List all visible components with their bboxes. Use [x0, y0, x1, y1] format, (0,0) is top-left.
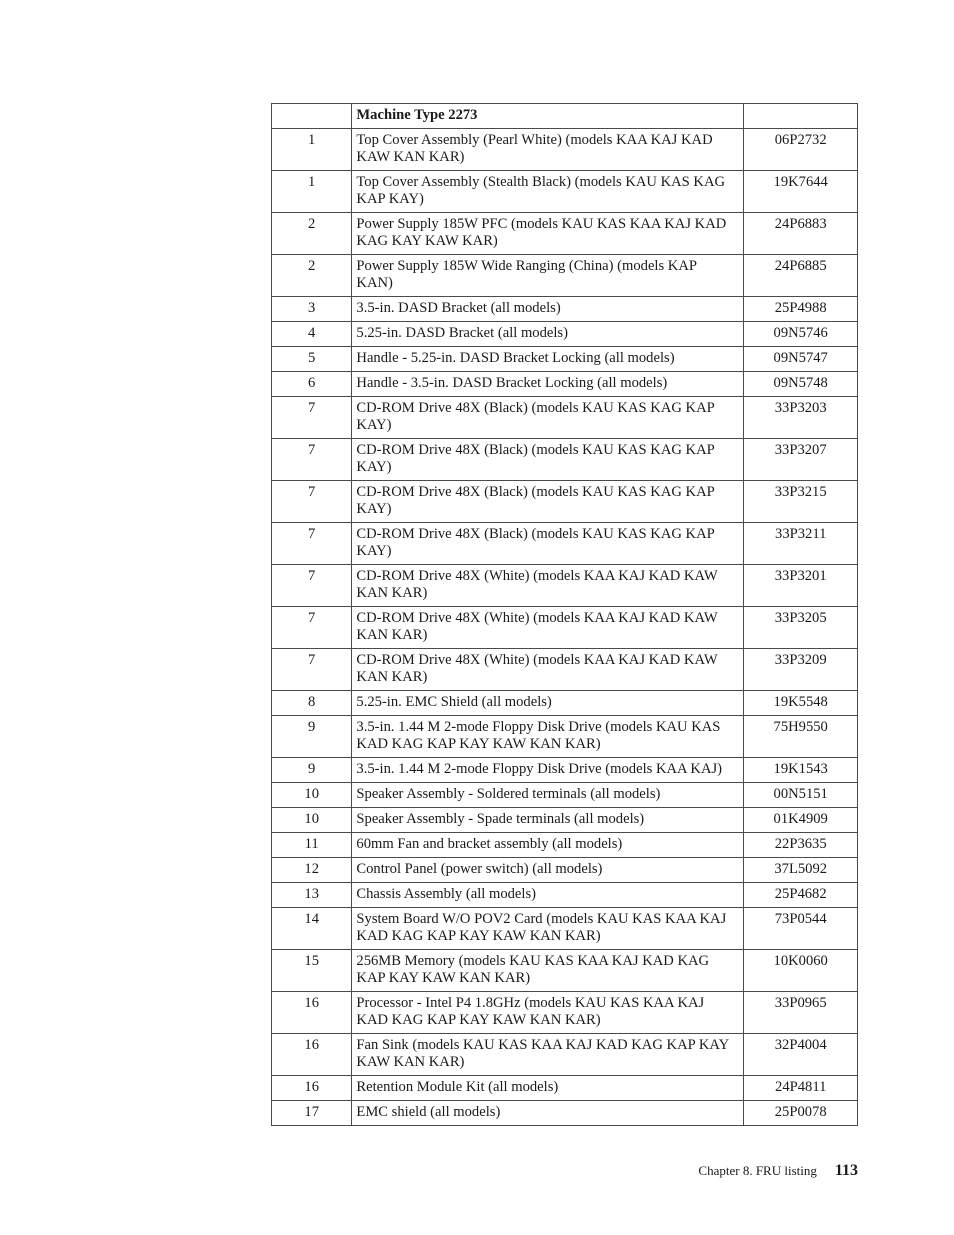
fru-table [271, 103, 858, 1126]
row-fru-number: 09N5746 [744, 322, 858, 347]
row-fru-number: 73P0544 [744, 908, 858, 950]
chapter-title: Chapter 8. FRU listing [698, 1163, 817, 1178]
row-description: Handle - 3.5-in. DASD Bracket Locking (all models) [352, 372, 744, 397]
row-index: 11 [272, 833, 352, 858]
row-index: 2 [272, 213, 352, 255]
row-index: 16 [272, 1034, 352, 1076]
row-description: System Board W/O POV2 Card (models KAU KAS KAA KAJ KAD KAG KAP KAY KAW KAN KAR) [352, 908, 744, 950]
row-index: 9 [272, 716, 352, 758]
table-row [272, 297, 858, 322]
table-row [272, 908, 858, 950]
row-index: 7 [272, 397, 352, 439]
row-description: Fan Sink (models KAU KAS KAA KAJ KAD KAG KAP KAY KAW KAN KAR) [352, 1034, 744, 1076]
header-machine-type: Machine Type 2273 [352, 104, 744, 129]
table-row [272, 833, 858, 858]
table-row [272, 1076, 858, 1101]
row-description: 3.5-in. 1.44 M 2-mode Floppy Disk Drive (models KAA KAJ) [352, 758, 744, 783]
row-index: 7 [272, 523, 352, 565]
table-row [272, 691, 858, 716]
row-fru-number: 19K7644 [744, 171, 858, 213]
row-fru-number: 09N5748 [744, 372, 858, 397]
row-index: 16 [272, 992, 352, 1034]
table-row [272, 607, 858, 649]
fru-table-body [272, 104, 858, 1126]
row-index: 16 [272, 1076, 352, 1101]
row-fru-number: 24P6885 [744, 255, 858, 297]
header-fru-cell [744, 104, 858, 129]
row-index: 15 [272, 950, 352, 992]
row-fru-number: 06P2732 [744, 129, 858, 171]
row-fru-number: 37L5092 [744, 858, 858, 883]
table-row [272, 883, 858, 908]
row-fru-number: 19K1543 [744, 758, 858, 783]
table-row [272, 439, 858, 481]
row-description: CD-ROM Drive 48X (Black) (models KAU KAS KAG KAP KAY) [352, 397, 744, 439]
row-fru-number: 24P6883 [744, 213, 858, 255]
row-index: 8 [272, 691, 352, 716]
row-fru-number: 33P0965 [744, 992, 858, 1034]
row-index: 12 [272, 858, 352, 883]
row-description: Speaker Assembly - Soldered terminals (all models) [352, 783, 744, 808]
row-index: 7 [272, 439, 352, 481]
table-row [272, 808, 858, 833]
row-index: 7 [272, 481, 352, 523]
table-row [272, 322, 858, 347]
table-row [272, 858, 858, 883]
page-number: 113 [834, 1162, 858, 1179]
table-row [272, 213, 858, 255]
page-footer [600, 1162, 858, 1180]
row-description: 5.25-in. DASD Bracket (all models) [352, 322, 744, 347]
row-description: Top Cover Assembly (Pearl White) (models KAA KAJ KAD KAW KAN KAR) [352, 129, 744, 171]
row-description: CD-ROM Drive 48X (Black) (models KAU KAS KAG KAP KAY) [352, 439, 744, 481]
row-index: 17 [272, 1101, 352, 1126]
row-description: CD-ROM Drive 48X (White) (models KAA KAJ KAD KAW KAN KAR) [352, 649, 744, 691]
row-fru-number: 33P3201 [744, 565, 858, 607]
row-fru-number: 32P4004 [744, 1034, 858, 1076]
table-row [272, 783, 858, 808]
row-description: Handle - 5.25-in. DASD Bracket Locking (all models) [352, 347, 744, 372]
table-row [272, 649, 858, 691]
row-description: Control Panel (power switch) (all models) [352, 858, 744, 883]
row-index: 1 [272, 171, 352, 213]
row-index: 3 [272, 297, 352, 322]
table-row [272, 372, 858, 397]
table-row [272, 758, 858, 783]
row-index: 10 [272, 808, 352, 833]
row-fru-number: 33P3203 [744, 397, 858, 439]
row-index: 10 [272, 783, 352, 808]
row-description: CD-ROM Drive 48X (Black) (models KAU KAS KAG KAP KAY) [352, 523, 744, 565]
table-row [272, 1101, 858, 1126]
row-fru-number: 10K0060 [744, 950, 858, 992]
row-fru-number: 25P4988 [744, 297, 858, 322]
row-description: Speaker Assembly - Spade terminals (all models) [352, 808, 744, 833]
header-index-cell [272, 104, 352, 129]
row-fru-number: 22P3635 [744, 833, 858, 858]
row-fru-number: 00N5151 [744, 783, 858, 808]
row-fru-number: 75H9550 [744, 716, 858, 758]
row-description: Power Supply 185W PFC (models KAU KAS KAA KAJ KAD KAG KAY KAW KAR) [352, 213, 744, 255]
row-fru-number: 33P3205 [744, 607, 858, 649]
row-fru-number: 33P3211 [744, 523, 858, 565]
row-index: 7 [272, 649, 352, 691]
table-row [272, 565, 858, 607]
row-description: Chassis Assembly (all models) [352, 883, 744, 908]
row-fru-number: 33P3209 [744, 649, 858, 691]
row-description: Processor - Intel P4 1.8GHz (models KAU KAS KAA KAJ KAD KAG KAP KAY KAW KAN KAR) [352, 992, 744, 1034]
row-index: 4 [272, 322, 352, 347]
row-index: 14 [272, 908, 352, 950]
table-header-row [272, 104, 858, 129]
row-description: Top Cover Assembly (Stealth Black) (models KAU KAS KAG KAP KAY) [352, 171, 744, 213]
row-description: 5.25-in. EMC Shield (all models) [352, 691, 744, 716]
row-description: CD-ROM Drive 48X (White) (models KAA KAJ KAD KAW KAN KAR) [352, 565, 744, 607]
table-row [272, 950, 858, 992]
row-index: 2 [272, 255, 352, 297]
row-fru-number: 24P4811 [744, 1076, 858, 1101]
row-description: EMC shield (all models) [352, 1101, 744, 1126]
row-description: 60mm Fan and bracket assembly (all models) [352, 833, 744, 858]
row-index: 13 [272, 883, 352, 908]
table-row [272, 397, 858, 439]
row-fru-number: 33P3215 [744, 481, 858, 523]
table-row [272, 481, 858, 523]
row-description: CD-ROM Drive 48X (Black) (models KAU KAS KAG KAP KAY) [352, 481, 744, 523]
row-description: CD-ROM Drive 48X (White) (models KAA KAJ KAD KAW KAN KAR) [352, 607, 744, 649]
row-description: 256MB Memory (models KAU KAS KAA KAJ KAD KAG KAP KAY KAW KAN KAR) [352, 950, 744, 992]
row-fru-number: 25P0078 [744, 1101, 858, 1126]
row-index: 9 [272, 758, 352, 783]
row-fru-number: 09N5747 [744, 347, 858, 372]
row-description: 3.5-in. DASD Bracket (all models) [352, 297, 744, 322]
row-fru-number: 19K5548 [744, 691, 858, 716]
row-description: Power Supply 185W Wide Ranging (China) (models KAP KAN) [352, 255, 744, 297]
row-index: 1 [272, 129, 352, 171]
table-row [272, 992, 858, 1034]
table-row [272, 523, 858, 565]
row-description: Retention Module Kit (all models) [352, 1076, 744, 1101]
table-row [272, 347, 858, 372]
row-index: 7 [272, 565, 352, 607]
row-index: 7 [272, 607, 352, 649]
table-row [272, 716, 858, 758]
table-row [272, 171, 858, 213]
row-fru-number: 33P3207 [744, 439, 858, 481]
table-row [272, 255, 858, 297]
row-index: 6 [272, 372, 352, 397]
row-fru-number: 01K4909 [744, 808, 858, 833]
table-row [272, 1034, 858, 1076]
row-fru-number: 25P4682 [744, 883, 858, 908]
row-description: 3.5-in. 1.44 M 2-mode Floppy Disk Drive (models KAU KAS KAD KAG KAP KAY KAW KAN KAR) [352, 716, 744, 758]
table-row [272, 129, 858, 171]
row-index: 5 [272, 347, 352, 372]
